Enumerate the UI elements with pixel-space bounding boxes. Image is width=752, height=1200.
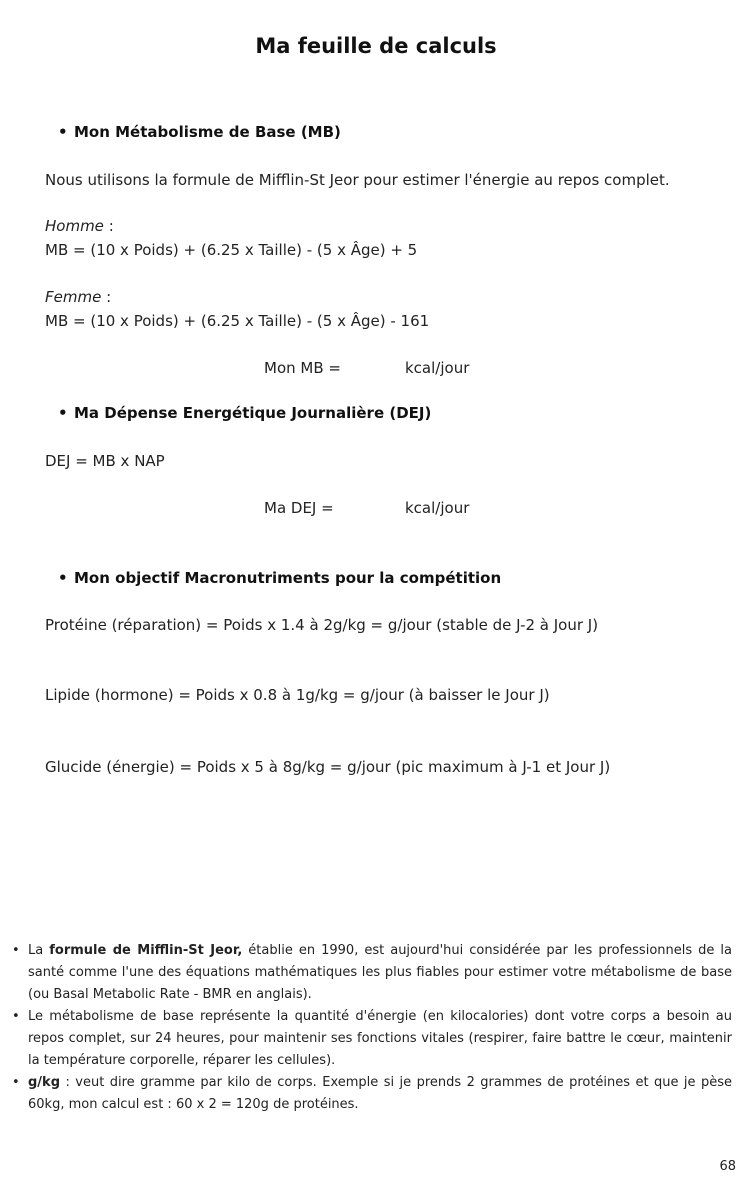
footnote-mifflin-rest: établie en 1990, est aujourd'hui considérée par les professionnels de la santé comme l'une des équations mathématiques les plus fiables pour estimer votre métabolisme de base (ou Basal Metabolic Rate - BMR en anglais).	[28, 943, 732, 1002]
bullet-icon: •	[12, 1009, 20, 1024]
glucide-line: Glucide (énergie) = Poids x 5 à 8g/kg = g/jour (pic maximum à J-1 et Jour J)	[45, 758, 611, 776]
femme-formula: MB = (10 x Poids) + (6.25 x Taille) - (5 x Âge) - 161	[45, 312, 430, 330]
footnote-mifflin	[12, 940, 732, 1006]
section-heading-macro	[58, 569, 501, 587]
dej-result-unit: kcal/jour	[405, 499, 470, 517]
dej-result	[264, 499, 470, 517]
section-heading-dej-text: Ma Dépense Energétique Journalière (DEJ)	[74, 404, 432, 422]
page-number: 68	[719, 1159, 736, 1174]
dej-formula: DEJ = MB x NAP	[45, 452, 165, 470]
lipide-line: Lipide (hormone) = Poids x 0.8 à 1g/kg = g/jour (à baisser le Jour J)	[45, 686, 550, 704]
homme-label-line: Homme :	[45, 217, 114, 235]
footnote-metabolisme-text: Le métabolisme de base représente la quantité d'énergie (en kilocalories) dont votre corps a besoin au repos complet, sur 24 heures, pour maintenir ses fonctions vitales (respirer, faire battre le cœur, maintenir la température corporelle, réparer les cellules).	[28, 1009, 732, 1068]
homme-label: Homme	[45, 217, 104, 235]
mb-result-unit: kcal/jour	[405, 359, 470, 377]
femme-label-line: Femme :	[45, 288, 112, 306]
dej-result-label: Ma DEJ =	[264, 499, 334, 517]
femme-label: Femme	[45, 288, 102, 306]
bullet-icon: •	[58, 123, 68, 141]
bullet-icon: •	[12, 1075, 20, 1090]
page-title: Ma feuille de calculs	[255, 34, 497, 58]
section-heading-mb	[58, 123, 341, 141]
proteine-line: Protéine (réparation) = Poids x 1.4 à 2g/kg = g/jour (stable de J-2 à Jour J)	[45, 616, 599, 634]
mb-result-label: Mon MB =	[264, 359, 341, 377]
footnote-gkg	[12, 1072, 732, 1116]
bullet-icon: •	[12, 943, 20, 958]
mb-result	[264, 359, 470, 377]
section-heading-dej	[58, 404, 431, 422]
footnote-metabolisme	[12, 1006, 732, 1072]
footnote-mifflin-bold: formule de Mifflin-St Jeor,	[49, 943, 243, 958]
footnote-gkg-rest: : veut dire gramme par kilo de corps. Exemple si je prends 2 grammes de protéines et que je pèse 60kg, mon calcul est : 60 x 2 = 120g de protéines.	[28, 1075, 732, 1112]
footnotes	[12, 940, 732, 1116]
bullet-icon: •	[58, 404, 68, 422]
mb-intro: Nous utilisons la formule de Mifflin-St Jeor pour estimer l'énergie au repos complet.	[45, 171, 670, 189]
footnote-mifflin-pre: La	[28, 943, 50, 958]
section-heading-mb-text: Mon Métabolisme de Base (MB)	[74, 123, 341, 141]
homme-formula: MB = (10 x Poids) + (6.25 x Taille) - (5 x Âge) + 5	[45, 241, 418, 259]
footnote-gkg-bold: g/kg	[28, 1075, 61, 1090]
bullet-icon: •	[58, 569, 68, 587]
section-heading-macro-text: Mon objectif Macronutriments pour la compétition	[74, 569, 502, 587]
